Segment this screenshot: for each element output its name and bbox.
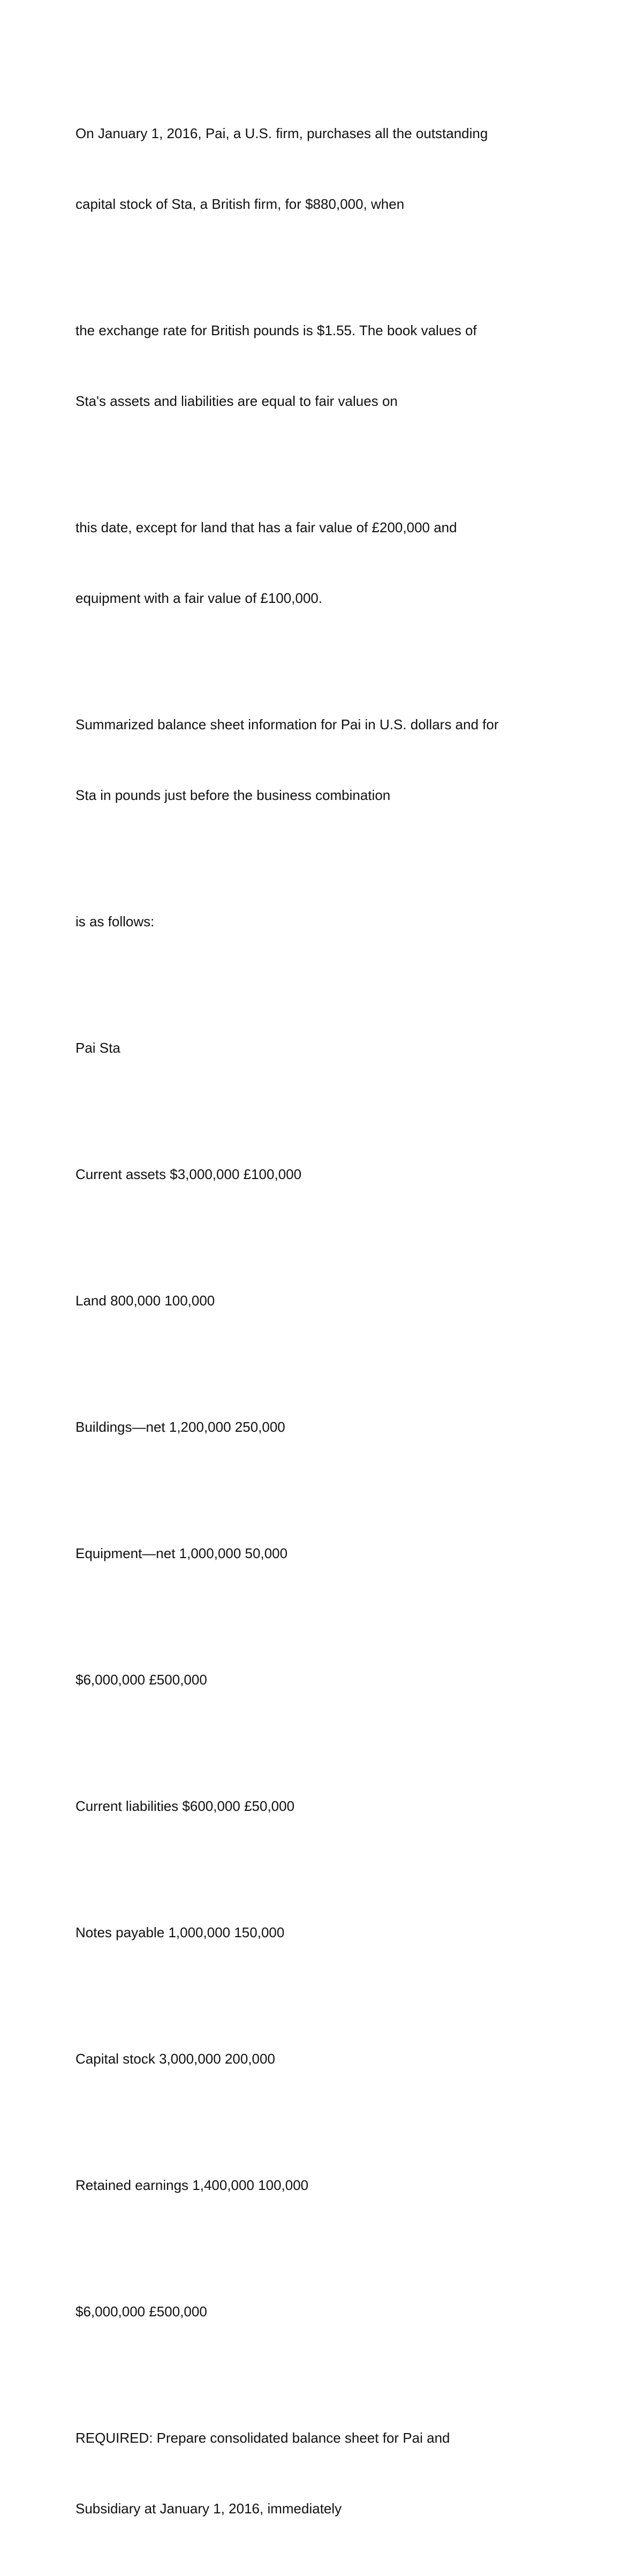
text-line: Pai Sta bbox=[75, 1040, 120, 1056]
text-line: Buildings—net 1,200,000 250,000 bbox=[75, 1419, 285, 1435]
balance-sheet-row-current-liabilities bbox=[75, 1747, 573, 1865]
balance-sheet-row-total-assets bbox=[75, 1621, 573, 1739]
text-line: REQUIRED: Prepare consolidated balance sheet for Pai and bbox=[75, 2430, 450, 2446]
text-line: Sta in pounds just before the business combination bbox=[75, 787, 391, 803]
document-body bbox=[75, 74, 573, 2576]
balance-sheet-row-retained-earnings bbox=[75, 2126, 573, 2244]
text-line: Summarized balance sheet information for Pai in U.S. dollars and for bbox=[75, 716, 499, 732]
text-line: $6,000,000 £500,000 bbox=[75, 2303, 207, 2320]
text-line: Current liabilities $600,000 £50,000 bbox=[75, 1798, 295, 1814]
text-line: equipment with a fair value of £100,000. bbox=[75, 590, 323, 606]
text-line: Capital stock 3,000,000 200,000 bbox=[75, 2051, 275, 2067]
text-line: is as follows: bbox=[75, 913, 155, 930]
balance-sheet-header bbox=[75, 989, 573, 1107]
text-line: Subsidiary at January 1, 2016, immediately bbox=[75, 2501, 342, 2517]
balance-sheet-row-buildings bbox=[75, 1368, 573, 1486]
balance-sheet-row-total-equities bbox=[75, 2253, 573, 2370]
text-line: Notes payable 1,000,000 150,000 bbox=[75, 1924, 285, 1940]
paragraph-fair-values bbox=[75, 469, 573, 657]
balance-sheet-row-notes-payable bbox=[75, 1874, 573, 1991]
balance-sheet-row-current-assets bbox=[75, 1115, 573, 1233]
balance-sheet-row-capital-stock bbox=[75, 2000, 573, 2118]
balance-sheet-row-equipment bbox=[75, 1494, 573, 1612]
text-line: On January 1, 2016, Pai, a U.S. firm, purchases all the outstanding bbox=[75, 125, 488, 141]
balance-sheet-row-land bbox=[75, 1242, 573, 1359]
paragraph-purchase-intro bbox=[75, 74, 573, 263]
text-line: capital stock of Sta, a British firm, for $880,000, when bbox=[75, 196, 405, 212]
text-line: Sta's assets and liabilities are equal to fair values on bbox=[75, 393, 398, 409]
text-line: $6,000,000 £500,000 bbox=[75, 1672, 207, 1688]
text-line: this date, except for land that has a fair value of £200,000 and bbox=[75, 519, 457, 535]
text-line: Retained earnings 1,400,000 100,000 bbox=[75, 2177, 309, 2193]
paragraph-as-follows bbox=[75, 863, 573, 980]
paragraph-required bbox=[75, 2379, 573, 2567]
text-line: Current assets $3,000,000 £100,000 bbox=[75, 1166, 302, 1182]
paragraph-exchange-rate bbox=[75, 271, 573, 460]
text-line: the exchange rate for British pounds is $1.55. The book values of bbox=[75, 322, 477, 338]
text-line: Equipment—net 1,000,000 50,000 bbox=[75, 1545, 288, 1561]
text-line: Land 800,000 100,000 bbox=[75, 1293, 215, 1309]
paragraph-summary-intro bbox=[75, 666, 573, 854]
